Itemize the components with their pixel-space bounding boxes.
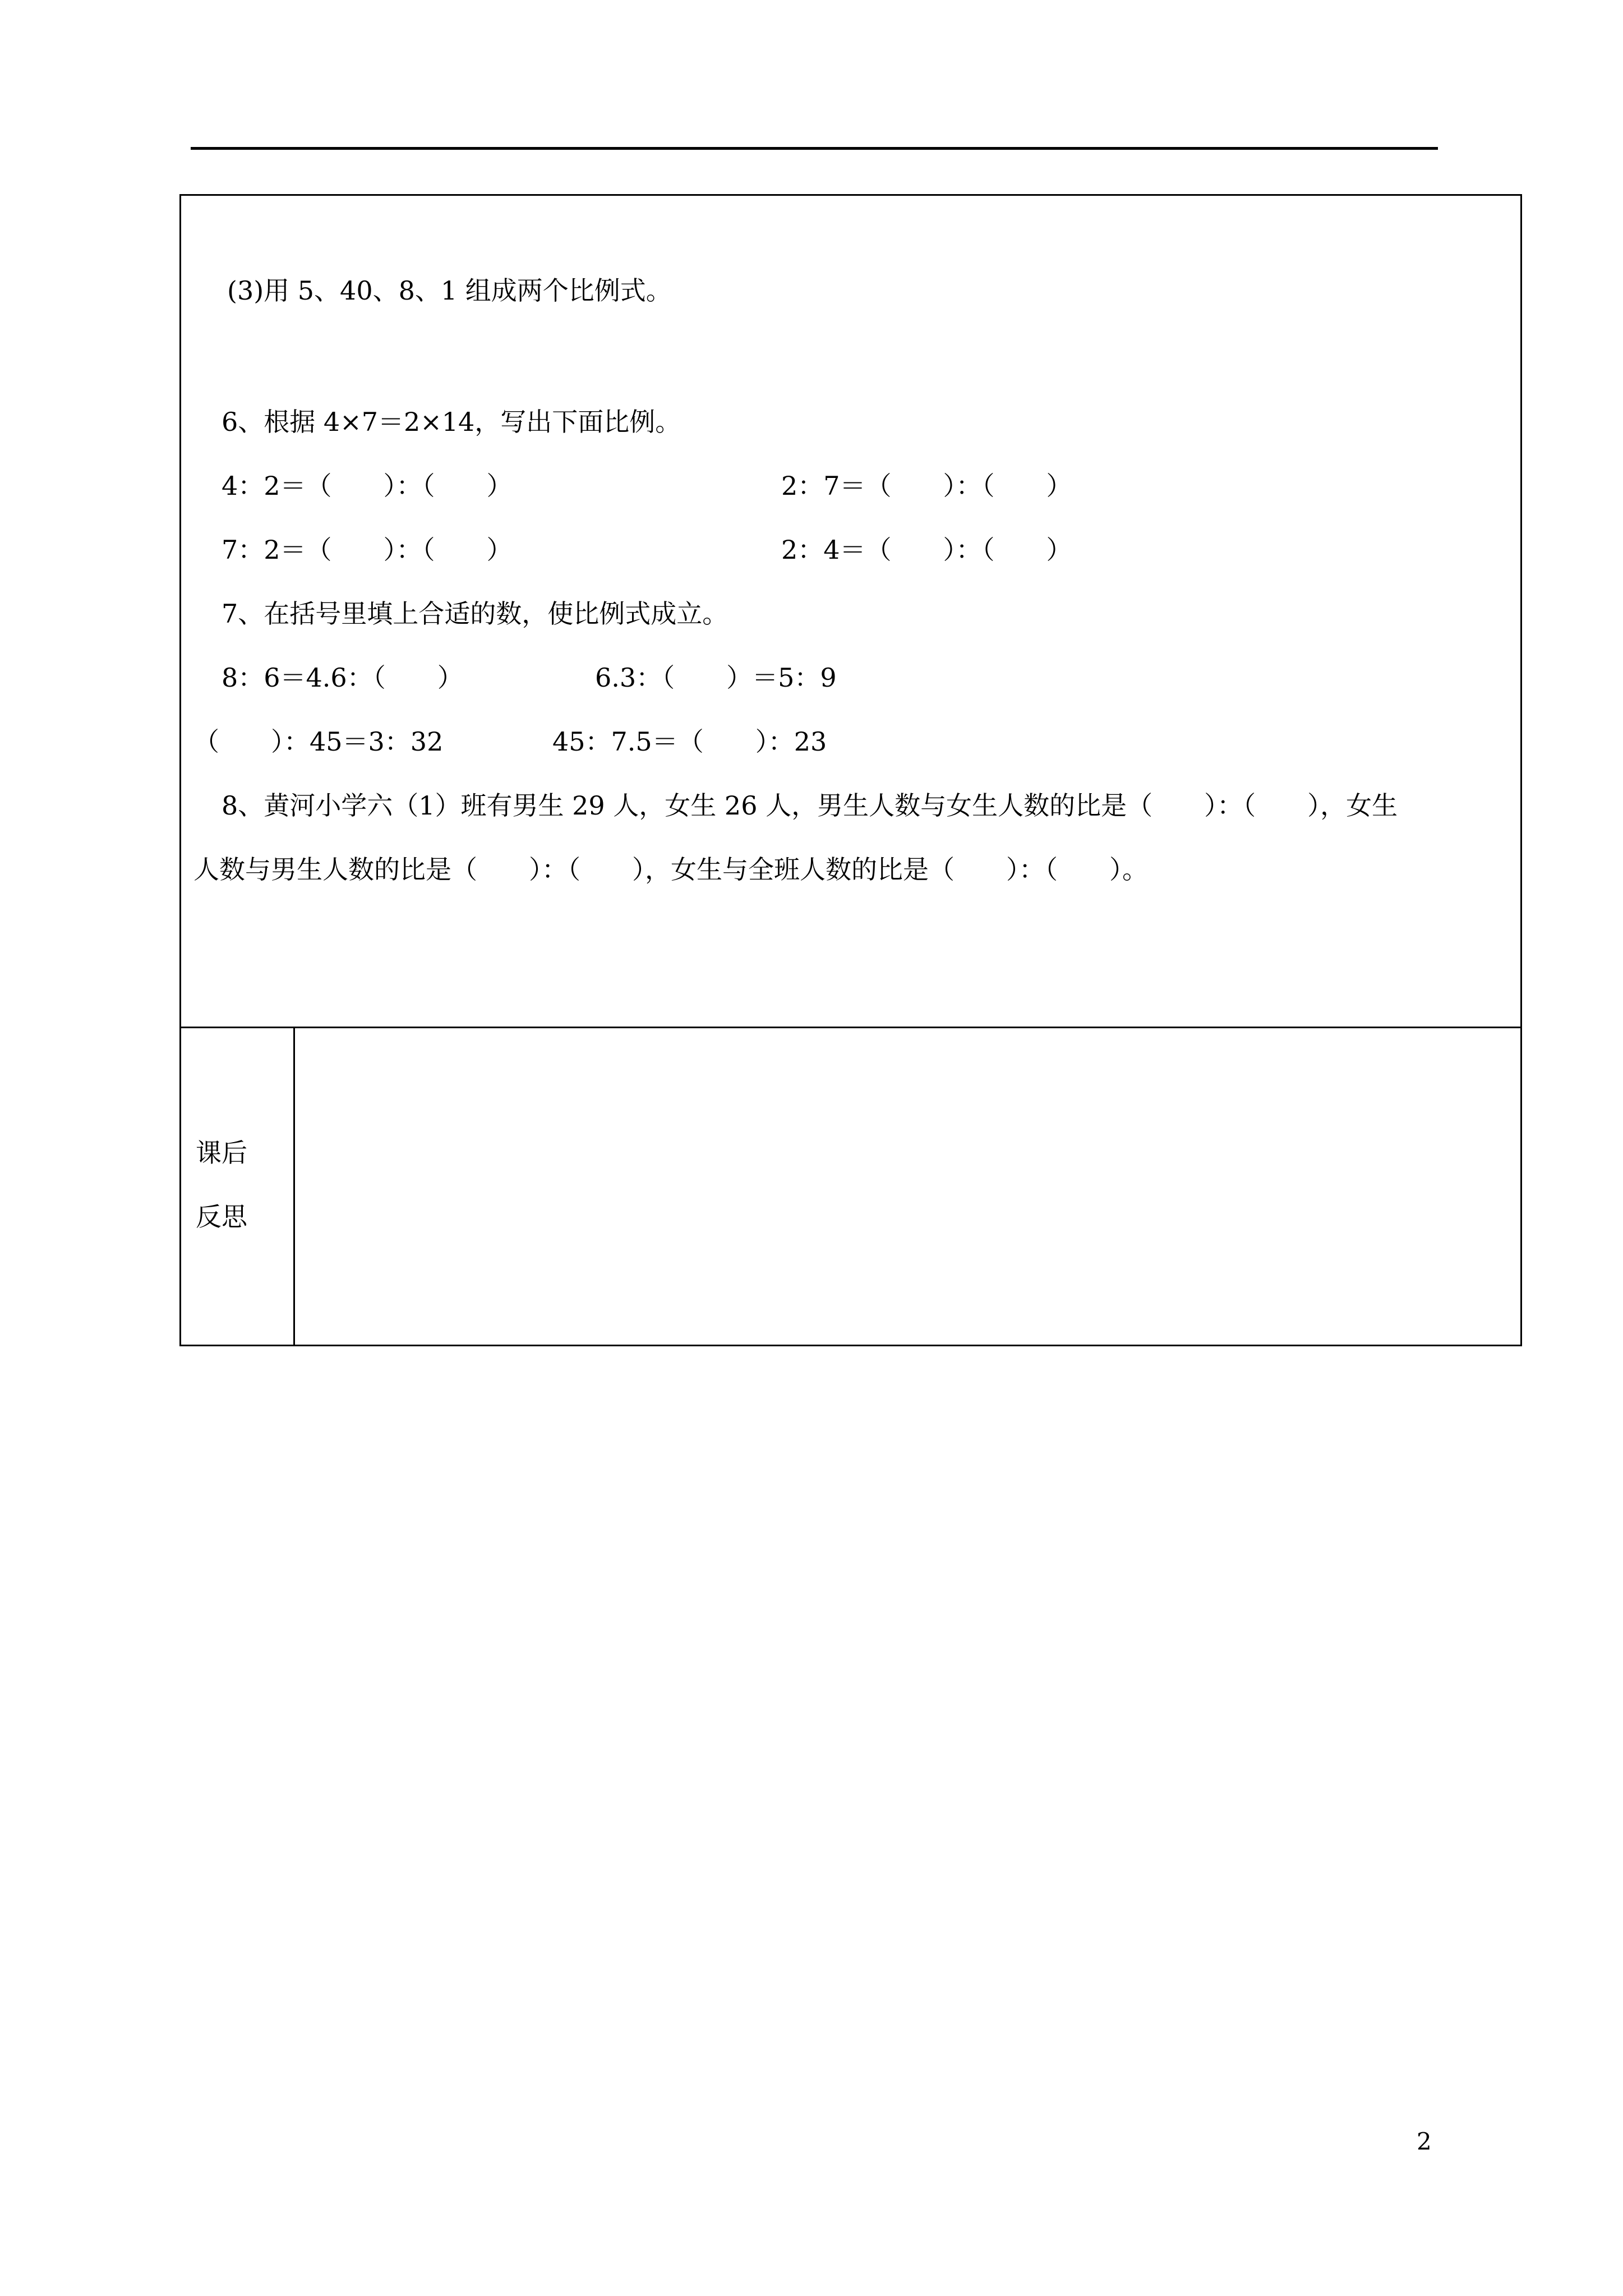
reflection-label-line2: 反思 — [196, 1202, 247, 1232]
question-7-row1-right: 6.3：（ ）＝5：9 — [595, 662, 837, 693]
question-8-line1: 8、黄河小学六（1）班有男生 29 人，女生 26 人，男生人数与女生人数的比是（ ）：（ ），女生 — [222, 790, 1398, 821]
question-7-row1-left: 8：6＝4.6：（ ） — [222, 662, 463, 693]
question-7-row2-left: （ ）：45＝3：32 — [193, 726, 444, 757]
question-7-row2-right: 45：7.5＝（ ）：23 — [552, 726, 827, 757]
worksheet-table — [179, 194, 1522, 1346]
reflection-label-line1: 课后 — [196, 1138, 247, 1168]
header-rule — [191, 147, 1438, 150]
question-6-row2-left: 7：2＝（ ）：（ ） — [222, 535, 513, 565]
page-number: 2 — [1417, 2128, 1432, 2155]
question-5-part-3: (3)用 5、40、8、1 组成两个比例式。 — [227, 275, 672, 306]
reflection-content-cell — [295, 1028, 1520, 1346]
question-6-title: 6、根据 4×7＝2×14，写出下面比例。 — [222, 407, 681, 437]
reflection-label-cell — [181, 1028, 295, 1346]
question-6-row2-right: 2：4＝（ ）：（ ） — [781, 535, 1072, 565]
question-7-title: 7、在括号里填上合适的数，使比例式成立。 — [222, 599, 728, 629]
question-8-line2: 人数与男生人数的比是（ ）：（ ），女生与全班人数的比是（ ）：（ ）。 — [193, 854, 1148, 885]
question-6-row1-right: 2：7＝（ ）：（ ） — [781, 471, 1072, 501]
question-6-row1-left: 4：2＝（ ）：（ ） — [222, 471, 513, 501]
exercise-cell — [181, 196, 1520, 1028]
